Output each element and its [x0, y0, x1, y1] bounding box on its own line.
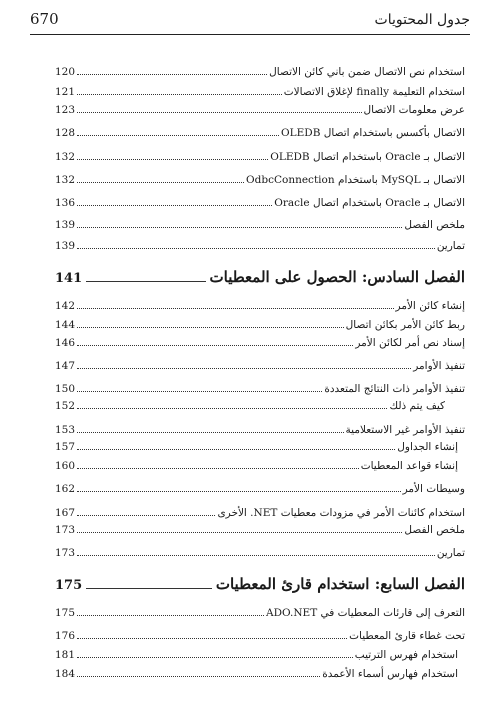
toc-entry[interactable]	[55, 219, 465, 231]
toc-entry[interactable]	[55, 127, 465, 139]
chapter-page: 141	[55, 271, 83, 286]
toc-entry-page: 150	[55, 383, 76, 395]
toc-entry-title: تنفيذ الأوامر ذات النتائج المتعددة	[324, 383, 465, 395]
toc-entry-page: 132	[55, 151, 76, 163]
toc-subentry[interactable]	[55, 400, 445, 412]
toc-entry-title: تمارين	[436, 547, 465, 559]
toc-entry-title: وسيطات الأمر	[402, 483, 465, 495]
toc-entry[interactable]	[55, 151, 465, 163]
toc-entry-title: الاتصال بأكسس باستخدام اتصال OLEDB	[281, 127, 465, 139]
toc-entry[interactable]	[55, 483, 465, 495]
chapter-leader	[86, 588, 212, 589]
toc-entry-page: 167	[55, 507, 76, 519]
toc-entry-title: تنفيذ الأوامر	[413, 360, 465, 372]
toc-entry-page: 176	[55, 630, 76, 642]
toc-entry-title: تحت غطاء قارئ المعطيات	[349, 630, 465, 642]
toc-entry-page: 157	[55, 441, 76, 453]
dot-leader	[77, 227, 402, 228]
dot-leader	[77, 327, 344, 328]
dot-leader	[77, 657, 353, 658]
toc-entry[interactable]	[55, 524, 465, 536]
toc-entry-page: 132	[55, 174, 76, 186]
toc-entry-title: ربط كائن الأمر بكائن اتصال	[345, 319, 465, 331]
toc-entry-title: إسناد نص أمر لكائن الأمر	[355, 337, 465, 349]
toc-entry[interactable]	[55, 86, 465, 98]
dot-leader	[77, 638, 347, 639]
toc-entry-title: استخدام التعليمة finally لإغلاق الاتصالات	[283, 86, 465, 98]
dot-leader	[77, 205, 272, 206]
toc-entry-page: 152	[55, 400, 76, 412]
toc-entry-title: ملخص الفصل	[404, 524, 465, 536]
toc-entry-title: تمارين	[436, 240, 465, 252]
dot-leader	[77, 182, 244, 183]
toc-entry-page: 128	[55, 127, 76, 139]
toc-entry-page: 142	[55, 300, 76, 312]
toc-entry[interactable]	[55, 630, 465, 642]
toc-entry[interactable]	[55, 360, 465, 372]
toc-entry[interactable]	[55, 240, 465, 252]
dot-leader	[77, 468, 359, 469]
toc-entry-page: 153	[55, 424, 76, 436]
page-header	[30, 6, 470, 32]
toc-entry-page: 184	[55, 668, 76, 680]
page-number: 670	[30, 10, 59, 28]
toc-entry[interactable]	[55, 104, 465, 116]
toc-entry-title: استخدام كائنات الأمر في مزودات معطيات NET. الأخرى	[217, 507, 465, 519]
header-rule	[30, 34, 470, 35]
toc-entry[interactable]	[55, 300, 465, 312]
toc-entry[interactable]	[55, 424, 465, 436]
toc-entry[interactable]	[55, 174, 465, 186]
dot-leader	[77, 432, 343, 433]
toc-entry-page: 162	[55, 483, 76, 495]
toc-entry-title: تنفيذ الأوامر غير الاستعلامية	[345, 424, 465, 436]
toc-entry-title: التعرف إلى قارئات المعطيات في ADO.NET	[266, 607, 465, 619]
toc-entry-page: 139	[55, 219, 76, 231]
toc-entry-page: 173	[55, 547, 76, 559]
toc-entry[interactable]	[55, 66, 465, 78]
toc-entry-page: 144	[55, 319, 76, 331]
toc-entry[interactable]	[55, 383, 465, 395]
dot-leader	[77, 449, 395, 450]
chapter-page: 175	[55, 578, 83, 593]
toc-entry-title: كيف يتم ذلك	[389, 400, 445, 412]
toc-entry-title: إنشاء الجداول	[397, 441, 458, 453]
chapter-heading[interactable]	[55, 575, 465, 593]
toc-entry-title: عرض معلومات الاتصال	[363, 104, 465, 116]
toc-entry-page: 121	[55, 86, 76, 98]
toc-entry[interactable]	[55, 507, 465, 519]
toc-entry-title: الاتصال بـ Oracle باستخدام اتصال Oracle	[274, 197, 465, 209]
dot-leader	[77, 74, 267, 75]
running-title: جدول المحتويات	[374, 12, 470, 28]
toc-entry-page: 146	[55, 337, 76, 349]
toc-subentry[interactable]	[55, 460, 458, 472]
toc-entry-page: 160	[55, 460, 76, 472]
dot-leader	[77, 112, 361, 113]
dot-leader	[77, 159, 268, 160]
toc-entry[interactable]	[55, 197, 465, 209]
toc-entry[interactable]	[55, 607, 465, 619]
dot-leader	[77, 345, 353, 346]
chapter-heading[interactable]	[55, 268, 465, 286]
toc-entry-title: الاتصال بـ MySQL باستخدام OdbcConnection	[246, 174, 465, 186]
chapter-title: الفصل السادس: الحصول على المعطيات	[209, 268, 465, 286]
toc-entry-page: 120	[55, 66, 76, 78]
dot-leader	[77, 615, 264, 616]
toc-entry-title: الاتصال بـ Oracle باستخدام اتصال OLEDB	[270, 151, 465, 163]
dot-leader	[77, 135, 279, 136]
toc-entry-title: استخدام فهرس الترتيب	[354, 649, 458, 661]
dot-leader	[77, 676, 320, 677]
toc-entry-page: 123	[55, 104, 76, 116]
toc-entry-title: استخدام نص الاتصال ضمن باني كائن الاتصال	[269, 66, 465, 78]
dot-leader	[77, 391, 322, 392]
toc-entry-page: 181	[55, 649, 76, 661]
dot-leader	[77, 368, 411, 369]
dot-leader	[77, 308, 393, 309]
dot-leader	[77, 555, 435, 556]
dot-leader	[77, 408, 387, 409]
toc-subentry[interactable]	[55, 441, 458, 453]
toc-entry-page: 147	[55, 360, 76, 372]
toc-entry-page: 139	[55, 240, 76, 252]
toc-entry-title: استخدام فهارس أسماء الأعمدة	[322, 668, 458, 680]
toc-entry-title: إنشاء كائن الأمر	[395, 300, 465, 312]
toc-entry-page: 136	[55, 197, 76, 209]
toc-subentry[interactable]	[55, 649, 458, 661]
toc-entry-page: 173	[55, 524, 76, 536]
toc-entry[interactable]	[55, 547, 465, 559]
toc-subentry[interactable]	[55, 668, 458, 680]
chapter-leader	[86, 281, 205, 282]
toc-entry[interactable]	[55, 337, 465, 349]
dot-leader	[77, 248, 435, 249]
toc-entry-page: 175	[55, 607, 76, 619]
toc-entry[interactable]	[55, 319, 465, 331]
dot-leader	[77, 94, 282, 95]
dot-leader	[77, 532, 402, 533]
toc-entry-title: إنشاء قواعد المعطيات	[360, 460, 458, 472]
dot-leader	[77, 491, 401, 492]
dot-leader	[77, 515, 215, 516]
chapter-title: الفصل السابع: استخدام قارئ المعطيات	[215, 575, 465, 593]
toc-entry-title: ملخص الفصل	[404, 219, 465, 231]
